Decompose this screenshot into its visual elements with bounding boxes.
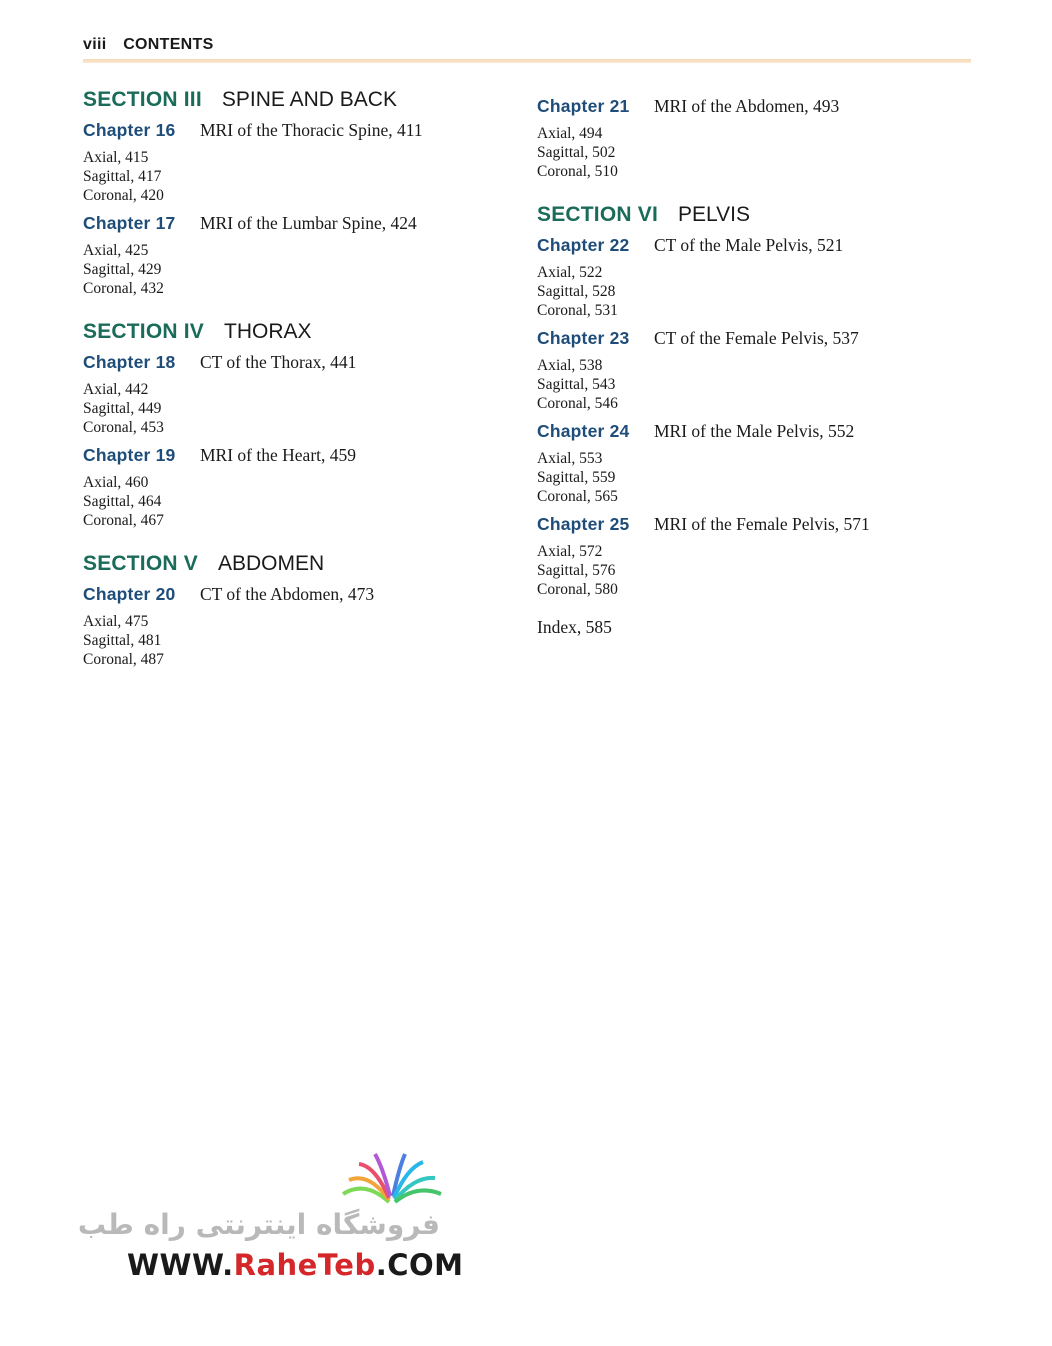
chapter-subentries xyxy=(83,241,503,298)
chapter-subentries xyxy=(83,380,503,437)
subentry-item: Coronal, 546 xyxy=(537,395,618,412)
chapter-heading xyxy=(83,352,503,373)
watermark-tagline: فروشگاه اینترنتی راه طب xyxy=(77,1208,440,1241)
subentry-item: Axial, 425 xyxy=(83,242,149,259)
subentry-item: Sagittal, 502 xyxy=(537,144,616,161)
subentry-item: Sagittal, 449 xyxy=(83,400,162,417)
chapter-heading xyxy=(83,120,503,141)
header-rule xyxy=(83,59,971,63)
subentry-item: Axial, 522 xyxy=(537,264,603,281)
section-heading xyxy=(537,203,957,227)
subentry-item: Sagittal, 559 xyxy=(537,469,616,486)
subentry-item: Coronal, 531 xyxy=(537,302,618,319)
section-label: SECTION IV xyxy=(83,320,205,343)
subentry-item: Coronal, 580 xyxy=(537,581,618,598)
chapter-heading xyxy=(83,445,503,466)
section-title: SPINE AND BACK xyxy=(221,88,397,111)
chapter-label: Chapter 17 xyxy=(83,213,176,233)
subentry-item: Axial, 494 xyxy=(537,125,603,142)
running-head xyxy=(83,36,214,54)
section-label: SECTION III xyxy=(83,88,202,111)
chapter-entry xyxy=(537,514,957,599)
chapter-label: Chapter 19 xyxy=(83,445,176,465)
subentry-item: Axial, 475 xyxy=(83,613,149,630)
running-head-title: CONTENTS xyxy=(123,36,214,53)
subentry-item: Sagittal, 429 xyxy=(83,261,162,278)
watermark-url xyxy=(127,1248,464,1282)
watermark-url-brand: RaheTeb xyxy=(233,1248,376,1282)
subentry-item: Axial, 460 xyxy=(83,474,149,491)
chapter-heading xyxy=(537,235,957,256)
section-heading xyxy=(83,320,503,344)
subentry-item: Coronal, 453 xyxy=(83,419,164,436)
raheteb-watermark xyxy=(77,1150,464,1290)
section-title: PELVIS xyxy=(678,203,751,226)
subentry-item: Coronal, 432 xyxy=(83,280,164,297)
chapter-subentries xyxy=(537,542,957,599)
chapter-entry xyxy=(83,445,503,530)
subentry-item: Axial, 442 xyxy=(83,381,149,398)
open-book-logo-icon xyxy=(335,1150,450,1208)
chapter-title: MRI of the Lumbar Spine, 424 xyxy=(200,213,417,233)
toc-right-column xyxy=(537,88,957,638)
chapter-label: Chapter 23 xyxy=(537,328,630,348)
chapter-title: MRI of the Thoracic Spine, 411 xyxy=(200,120,423,140)
chapter-title: MRI of the Male Pelvis, 552 xyxy=(654,421,855,441)
subentry-item: Axial, 538 xyxy=(537,357,603,374)
index-entry: Index, 585 xyxy=(537,617,612,637)
watermark-url-prefix: WWW. xyxy=(127,1248,234,1282)
chapter-label: Chapter 18 xyxy=(83,352,176,372)
chapter-entry xyxy=(537,328,957,413)
subentry-item: Coronal, 565 xyxy=(537,488,618,505)
chapter-entry xyxy=(83,352,503,437)
chapter-label: Chapter 22 xyxy=(537,235,630,255)
subentry-item: Sagittal, 464 xyxy=(83,493,162,510)
page-folio: viii xyxy=(83,36,107,53)
subentry-item: Coronal, 420 xyxy=(83,187,164,204)
chapter-heading xyxy=(537,514,957,535)
subentry-item: Coronal, 487 xyxy=(83,651,164,668)
chapter-heading xyxy=(537,96,957,117)
subentry-item: Coronal, 510 xyxy=(537,163,618,180)
subentry-item: Sagittal, 417 xyxy=(83,168,162,185)
chapter-title: CT of the Thorax, 441 xyxy=(200,352,357,372)
subentry-item: Sagittal, 528 xyxy=(537,283,616,300)
section-title: THORAX xyxy=(224,320,312,343)
chapter-title: MRI of the Female Pelvis, 571 xyxy=(654,514,870,534)
chapter-title: CT of the Female Pelvis, 537 xyxy=(654,328,859,348)
chapter-entry xyxy=(537,96,957,181)
chapter-subentries xyxy=(83,148,503,205)
subentry-item: Coronal, 467 xyxy=(83,512,164,529)
subentry-item: Sagittal, 543 xyxy=(537,376,616,393)
chapter-subentries xyxy=(537,263,957,320)
chapter-subentries xyxy=(83,473,503,530)
chapter-heading xyxy=(537,328,957,349)
chapter-title: CT of the Abdomen, 473 xyxy=(200,584,375,604)
chapter-label: Chapter 20 xyxy=(83,584,176,604)
chapter-title: MRI of the Heart, 459 xyxy=(200,445,357,465)
section-heading xyxy=(83,88,503,112)
chapter-title: MRI of the Abdomen, 493 xyxy=(654,96,840,116)
chapter-heading xyxy=(83,584,503,605)
chapter-subentries xyxy=(83,612,503,669)
section-heading xyxy=(83,552,503,576)
chapter-label: Chapter 16 xyxy=(83,120,176,140)
chapter-entry xyxy=(83,584,503,669)
chapter-label: Chapter 25 xyxy=(537,514,630,534)
subentry-item: Axial, 572 xyxy=(537,543,603,560)
chapter-entry xyxy=(537,235,957,320)
section-label: SECTION V xyxy=(83,552,198,575)
subentry-item: Sagittal, 481 xyxy=(83,632,162,649)
chapter-subentries xyxy=(537,356,957,413)
chapter-heading xyxy=(83,213,503,234)
chapter-entry xyxy=(83,120,503,205)
subentry-item: Axial, 553 xyxy=(537,450,603,467)
chapter-subentries xyxy=(537,124,957,181)
chapter-entry xyxy=(83,213,503,298)
toc-left-column xyxy=(83,88,503,669)
subentry-item: Axial, 415 xyxy=(83,149,149,166)
section-label: SECTION VI xyxy=(537,203,659,226)
watermark-url-suffix: .COM xyxy=(375,1248,464,1282)
subentry-item: Sagittal, 576 xyxy=(537,562,616,579)
section-title: ABDOMEN xyxy=(217,552,325,575)
chapter-title: CT of the Male Pelvis, 521 xyxy=(654,235,844,255)
chapter-entry xyxy=(537,421,957,506)
chapter-label: Chapter 21 xyxy=(537,96,630,116)
chapter-heading xyxy=(537,421,957,442)
chapter-label: Chapter 24 xyxy=(537,421,630,441)
chapter-subentries xyxy=(537,449,957,506)
